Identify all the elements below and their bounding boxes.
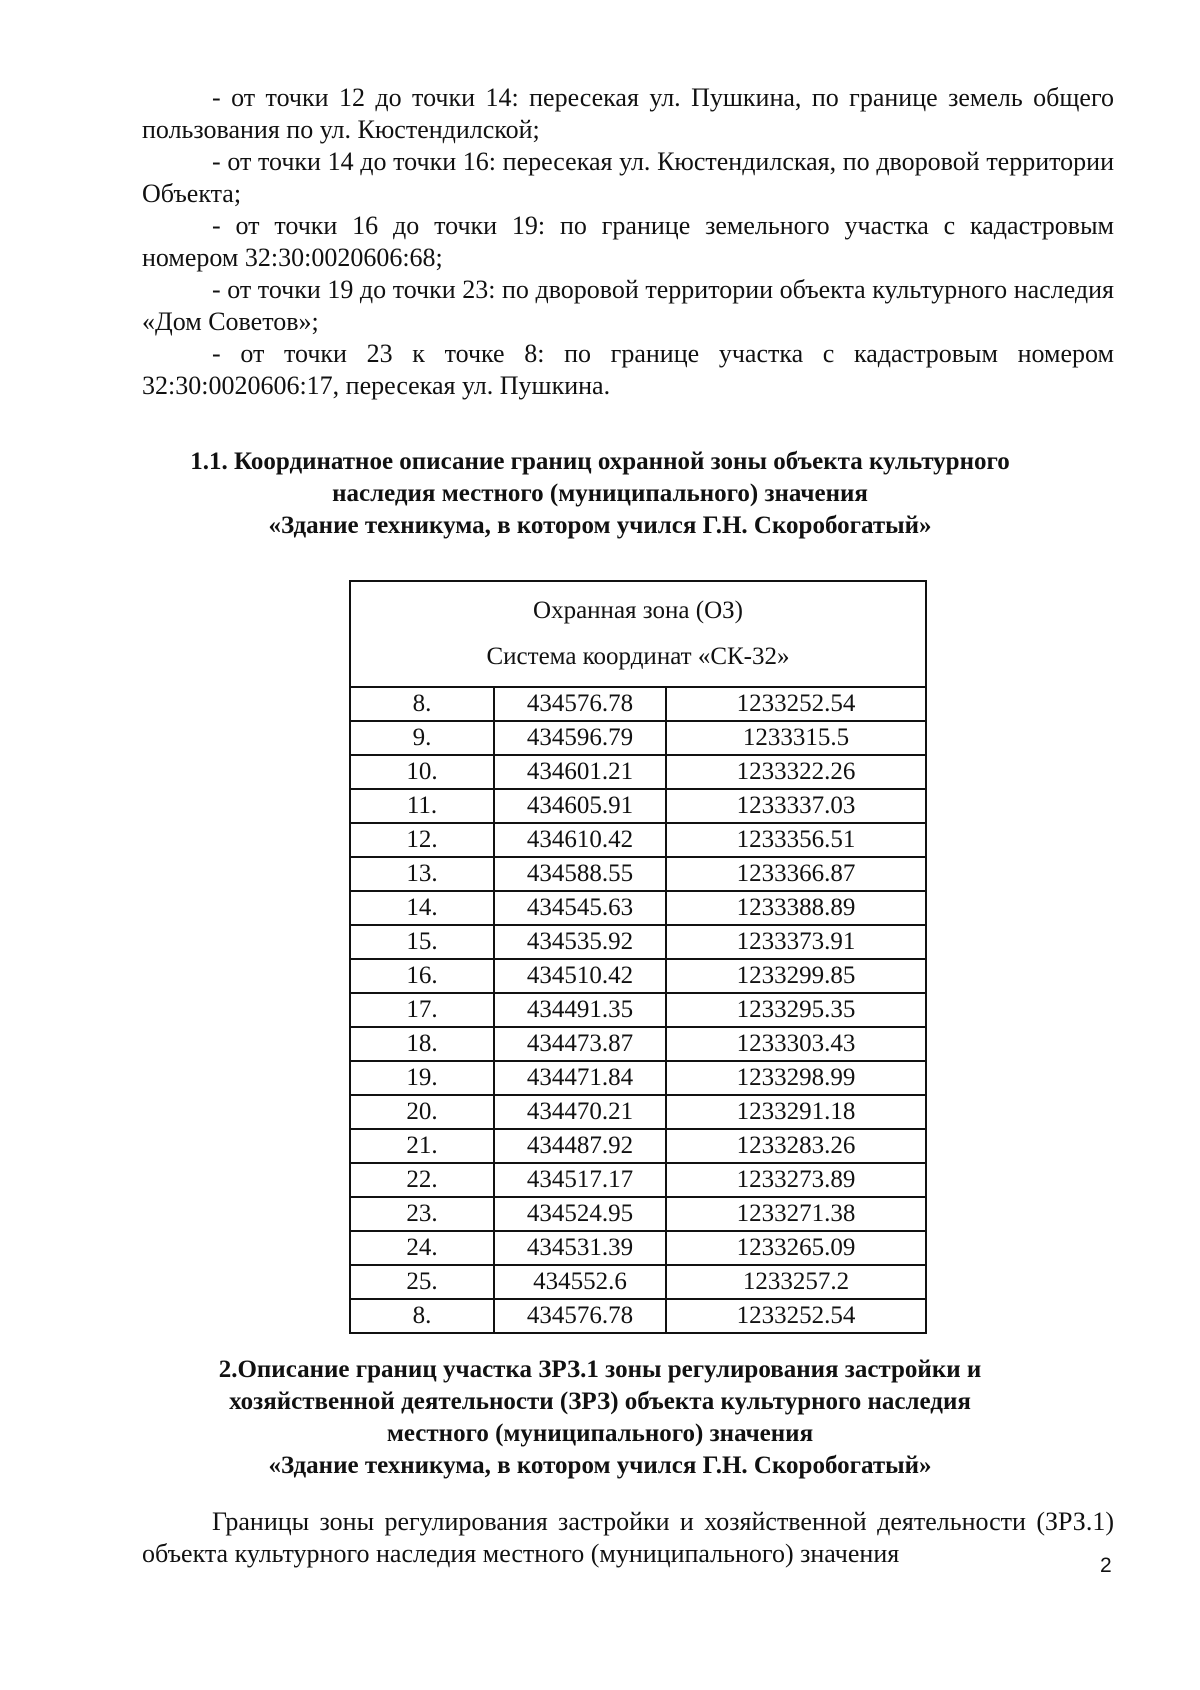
y-coordinate-cell: 1233298.99: [666, 1061, 926, 1095]
y-coordinate-cell: 1233265.09: [666, 1231, 926, 1265]
section-2-heading-line: хозяйственной деятельности (ЗРЗ) объекта культурного наследия: [229, 1388, 971, 1415]
x-coordinate-cell: 434510.42: [494, 959, 666, 993]
x-coordinate-cell: 434610.42: [494, 823, 666, 857]
y-coordinate-cell: 1233291.18: [666, 1095, 926, 1129]
x-coordinate-cell: 434576.78: [494, 1299, 666, 1333]
point-number-cell: 22.: [350, 1163, 494, 1197]
table-row: [350, 1265, 926, 1299]
point-number-cell: 17.: [350, 993, 494, 1027]
x-coordinate-cell: 434535.92: [494, 925, 666, 959]
y-coordinate-cell: 1233252.54: [666, 687, 926, 721]
table-row: [350, 857, 926, 891]
point-number-cell: 20.: [350, 1095, 494, 1129]
section-2-heading-line: 2.Описание границ участка ЗРЗ.1 зоны регулирования застройки и: [218, 1356, 982, 1383]
table-header-zone: Охранная зона (ОЗ): [533, 597, 743, 624]
y-coordinate-cell: 1233273.89: [666, 1163, 926, 1197]
x-coordinate-cell: 434596.79: [494, 721, 666, 755]
x-coordinate-cell: 434552.6: [494, 1265, 666, 1299]
x-coordinate-cell: 434517.17: [494, 1163, 666, 1197]
point-number-cell: 16.: [350, 959, 494, 993]
x-coordinate-cell: 434588.55: [494, 857, 666, 891]
y-coordinate-cell: 1233388.89: [666, 891, 926, 925]
boundary-item: - от точки 12 до точки 14: пересекая ул. Пушкина, по границе земель общего пользования по ул. Кюстендилской;: [142, 83, 1114, 144]
y-coordinate-cell: 1233373.91: [666, 925, 926, 959]
y-coordinate-cell: 1233337.03: [666, 789, 926, 823]
table-row: [350, 891, 926, 925]
section-2-heading-line: «Здание техникума, в котором учился Г.Н. Скоробогатый»: [268, 1452, 932, 1479]
y-coordinate-cell: 1233303.43: [666, 1027, 926, 1061]
section-2-heading: [120, 1354, 1080, 1482]
y-coordinate-cell: 1233283.26: [666, 1129, 926, 1163]
boundary-description-list: [142, 82, 1114, 402]
y-coordinate-cell: 1233299.85: [666, 959, 926, 993]
x-coordinate-cell: 434473.87: [494, 1027, 666, 1061]
table-body: [350, 687, 926, 1333]
table-row: [350, 1231, 926, 1265]
table-row: [350, 789, 926, 823]
table-row: [350, 721, 926, 755]
coordinates-table: [349, 580, 927, 1334]
y-coordinate-cell: 1233322.26: [666, 755, 926, 789]
closing-paragraph-text: Границы зоны регулирования застройки и хозяйственной деятельности (ЗРЗ.1) объекта культурного наследия местного (муниципального) значения: [142, 1507, 1114, 1568]
y-coordinate-cell: 1233257.2: [666, 1265, 926, 1299]
x-coordinate-cell: 434487.92: [494, 1129, 666, 1163]
point-number-cell: 12.: [350, 823, 494, 857]
table-row: [350, 1299, 926, 1333]
point-number-cell: 21.: [350, 1129, 494, 1163]
x-coordinate-cell: 434471.84: [494, 1061, 666, 1095]
point-number-cell: 23.: [350, 1197, 494, 1231]
table-row: [350, 1197, 926, 1231]
boundary-item: - от точки 16 до точки 19: по границе земельного участка с кадастровым номером 32:30:0020606:68;: [142, 211, 1114, 272]
y-coordinate-cell: 1233271.38: [666, 1197, 926, 1231]
table-row: [350, 1129, 926, 1163]
x-coordinate-cell: 434470.21: [494, 1095, 666, 1129]
table-row: [350, 755, 926, 789]
boundary-item: - от точки 14 до точки 16: пересекая ул. Кюстендилская, по дворовой территории Объекта;: [142, 147, 1114, 208]
table-header-cell: [350, 581, 926, 687]
boundary-item: - от точки 19 до точки 23: по дворовой территории объекта культурного наследия «Дом Советов»;: [142, 275, 1114, 336]
point-number-cell: 8.: [350, 1299, 494, 1333]
section-1-heading-line: наследия местного (муниципального) значения: [332, 480, 868, 507]
y-coordinate-cell: 1233356.51: [666, 823, 926, 857]
x-coordinate-cell: 434524.95: [494, 1197, 666, 1231]
table-row: [350, 1163, 926, 1197]
table-row: [350, 959, 926, 993]
point-number-cell: 9.: [350, 721, 494, 755]
table-header-row: [350, 581, 926, 687]
point-number-cell: 14.: [350, 891, 494, 925]
point-number-cell: 8.: [350, 687, 494, 721]
table-row: [350, 1095, 926, 1129]
section-1-heading-line: «Здание техникума, в котором учился Г.Н. Скоробогатый»: [268, 512, 932, 539]
page-number: 2: [1100, 1554, 1112, 1577]
point-number-cell: 15.: [350, 925, 494, 959]
table-row: [350, 823, 926, 857]
section-2-heading-line: местного (муниципального) значения: [386, 1420, 814, 1447]
table-row: [350, 993, 926, 1027]
y-coordinate-cell: 1233366.87: [666, 857, 926, 891]
x-coordinate-cell: 434545.63: [494, 891, 666, 925]
point-number-cell: 18.: [350, 1027, 494, 1061]
point-number-cell: 13.: [350, 857, 494, 891]
y-coordinate-cell: 1233315.5: [666, 721, 926, 755]
point-number-cell: 10.: [350, 755, 494, 789]
table-row: [350, 687, 926, 721]
point-number-cell: 25.: [350, 1265, 494, 1299]
boundary-item: - от точки 23 к точке 8: по границе участка с кадастровым номером 32:30:0020606:17, пересекая ул. Пушкина.: [142, 339, 1114, 400]
point-number-cell: 24.: [350, 1231, 494, 1265]
x-coordinate-cell: 434605.91: [494, 789, 666, 823]
point-number-cell: 19.: [350, 1061, 494, 1095]
table-row: [350, 925, 926, 959]
table-row: [350, 1027, 926, 1061]
x-coordinate-cell: 434531.39: [494, 1231, 666, 1265]
section-1-heading: [120, 446, 1080, 542]
table-header-system: Система координат «СК-32»: [486, 643, 790, 670]
closing-paragraph: [142, 1506, 1114, 1570]
section-1-heading-line: 1.1. Координатное описание границ охранной зоны объекта культурного: [190, 448, 1010, 475]
table-row: [350, 1061, 926, 1095]
y-coordinate-cell: 1233252.54: [666, 1299, 926, 1333]
x-coordinate-cell: 434576.78: [494, 687, 666, 721]
y-coordinate-cell: 1233295.35: [666, 993, 926, 1027]
x-coordinate-cell: 434601.21: [494, 755, 666, 789]
x-coordinate-cell: 434491.35: [494, 993, 666, 1027]
point-number-cell: 11.: [350, 789, 494, 823]
